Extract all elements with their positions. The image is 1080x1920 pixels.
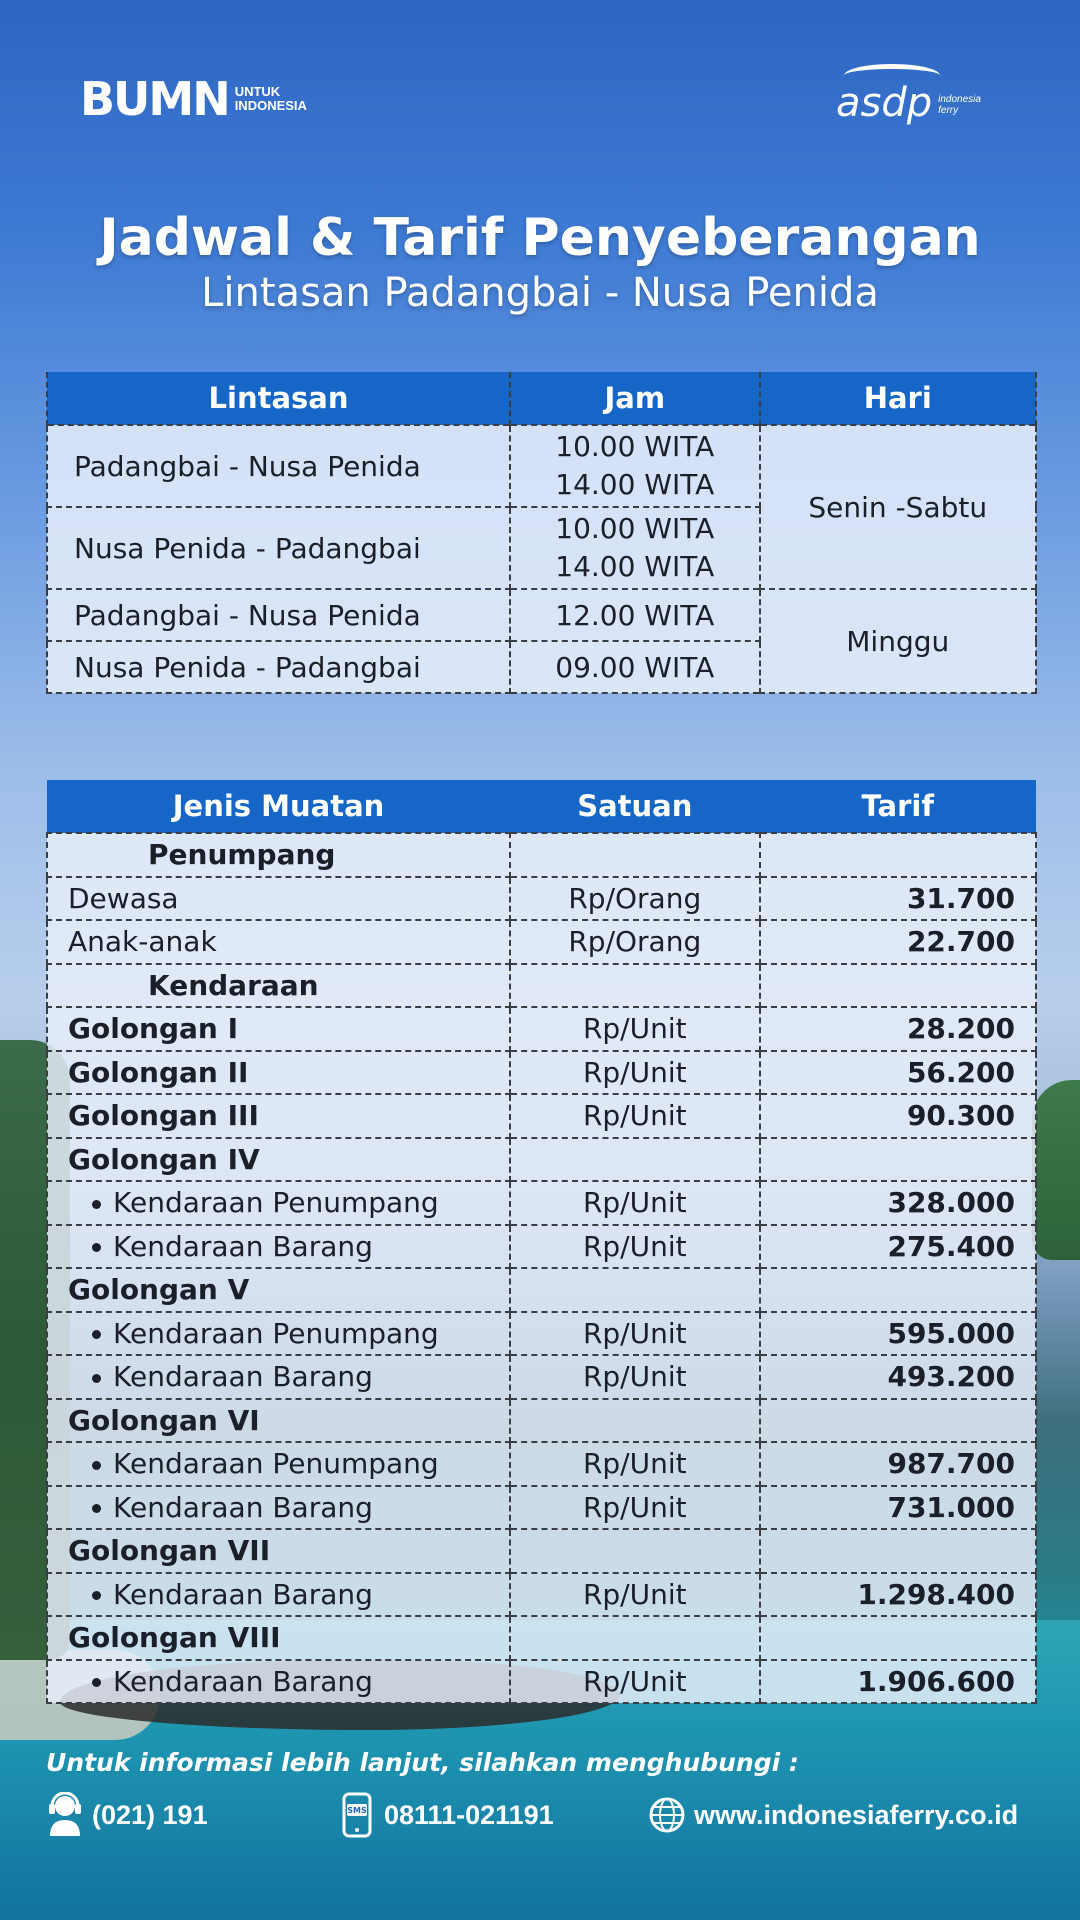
tariff-type-label: Golongan VII	[68, 1534, 271, 1568]
schedule-row	[47, 589, 1036, 641]
tariff-unit	[510, 1138, 759, 1182]
page-title: Jadwal & Tarif Penyeberangan	[99, 208, 981, 268]
tariff-row	[47, 964, 1036, 1008]
tariff-unit	[510, 1529, 759, 1573]
tariff-unit: Rp/Unit	[510, 1660, 759, 1704]
tariff-row	[47, 1355, 1036, 1399]
tariff-row	[47, 1181, 1036, 1225]
bumn-logo-text: BUMN	[80, 72, 229, 126]
asdp-sub-1: indonesia	[938, 94, 981, 105]
sms-number[interactable]: 08111-021191	[384, 1799, 554, 1830]
asdp-sub-2: ferry	[938, 105, 959, 116]
tariff-row	[47, 1442, 1036, 1486]
tariff-type	[47, 877, 510, 921]
tariff-row	[47, 1138, 1036, 1182]
tariff-price	[760, 833, 1037, 877]
tariff-row	[47, 1268, 1036, 1312]
contact-website	[648, 1792, 1018, 1838]
schedule-time: 14.00 WITA	[555, 468, 715, 501]
tariff-type-label: Kendaraan Barang	[113, 1664, 373, 1698]
bullet-icon	[92, 1243, 101, 1252]
schedule-route: Padangbai - Nusa Penida	[47, 589, 510, 641]
tariff-header-unit: Satuan	[510, 780, 759, 833]
tariff-type	[47, 1007, 510, 1051]
bullet-icon	[92, 1504, 101, 1513]
asdp-logo-subtext	[938, 94, 981, 116]
contact-sms	[338, 1792, 554, 1838]
tariff-price: 31.700	[760, 877, 1037, 921]
tariff-unit: Rp/Orang	[510, 920, 759, 964]
tariff-header-type: Jenis Muatan	[47, 780, 510, 833]
tariff-type	[47, 1486, 510, 1530]
bullet-icon	[92, 1591, 101, 1600]
schedule-time: 10.00 WITA	[555, 430, 715, 463]
tariff-row	[47, 1225, 1036, 1269]
tariff-type	[47, 1355, 510, 1399]
tariff-row	[47, 920, 1036, 964]
tariff-type	[47, 1094, 510, 1138]
tariff-type	[47, 1529, 510, 1573]
tariff-type	[47, 920, 510, 964]
tariff-type-label: Kendaraan	[148, 968, 319, 1002]
bullet-icon	[92, 1200, 101, 1209]
tariff-price: 731.000	[760, 1486, 1037, 1530]
tariff-row	[47, 1399, 1036, 1443]
tariff-row	[47, 1312, 1036, 1356]
tariff-price	[760, 1268, 1037, 1312]
tariff-price: 56.200	[760, 1051, 1037, 1095]
schedule-route: Padangbai - Nusa Penida	[47, 425, 510, 507]
tariff-row	[47, 1573, 1036, 1617]
tariff-row	[47, 1660, 1036, 1704]
tariff-price	[760, 1399, 1037, 1443]
sms-icon-label: SMS	[347, 1806, 367, 1815]
tariff-row	[47, 877, 1036, 921]
schedule-header-route: Lintasan	[47, 372, 510, 425]
schedule-day: Minggu	[760, 589, 1036, 693]
contact-heading: Untuk informasi lebih lanjut, silahkan menghubungi :	[46, 1748, 799, 1777]
tariff-price: 28.200	[760, 1007, 1037, 1051]
tariff-type	[47, 1442, 510, 1486]
tariff-type	[47, 1312, 510, 1356]
schedule-header-row	[47, 372, 1036, 425]
tariff-type-label: Kendaraan Barang	[113, 1490, 373, 1524]
tariff-price	[760, 1138, 1037, 1182]
tariff-type-label: Kendaraan Barang	[113, 1577, 373, 1611]
schedule-route: Nusa Penida - Padangbai	[47, 641, 510, 693]
asdp-logo	[836, 64, 981, 126]
schedule-header-time: Jam	[510, 372, 759, 425]
asdp-swoosh	[844, 64, 940, 87]
website-link[interactable]: www.indonesiaferry.co.id	[694, 1799, 1019, 1830]
bullet-icon	[92, 1330, 101, 1339]
tariff-type-label: Golongan II	[68, 1055, 249, 1089]
headset-icon	[46, 1792, 84, 1838]
tariff-unit	[510, 964, 759, 1008]
page-subtitle: Lintasan Padangbai - Nusa Penida	[201, 270, 879, 316]
island-right	[1032, 1080, 1080, 1260]
tariff-price: 22.700	[760, 920, 1037, 964]
bullet-icon	[92, 1374, 101, 1383]
tariff-type	[47, 1181, 510, 1225]
tariff-row	[47, 1486, 1036, 1530]
tariff-price: 328.000	[760, 1181, 1037, 1225]
tariff-price	[760, 964, 1037, 1008]
bumn-logo	[80, 72, 307, 126]
tariff-unit: Rp/Unit	[510, 1312, 759, 1356]
sms-phone-icon	[338, 1792, 376, 1838]
tariff-price	[760, 1616, 1037, 1660]
schedule-header-day: Hari	[760, 372, 1036, 425]
tariff-type	[47, 833, 510, 877]
tariff-header-row	[47, 780, 1036, 833]
tariff-type-label: Kendaraan Penumpang	[113, 1186, 439, 1220]
tariff-type-label: Golongan VIII	[68, 1621, 281, 1655]
tariff-type-label: Anak-anak	[68, 925, 217, 959]
tariff-type-label: Golongan V	[68, 1273, 250, 1307]
schedule-time: 14.00 WITA	[555, 550, 715, 583]
bumn-logo-subtext	[235, 85, 307, 113]
tariff-row	[47, 1094, 1036, 1138]
bullet-icon	[92, 1461, 101, 1470]
tariff-type-label: Golongan VI	[68, 1403, 260, 1437]
tariff-unit: Rp/Unit	[510, 1007, 759, 1051]
tariff-type	[47, 1268, 510, 1312]
tariff-header-price: Tarif	[760, 780, 1037, 833]
tariff-type-label: Golongan III	[68, 1099, 259, 1133]
schedule-time: 12.00 WITA	[510, 589, 759, 641]
tariff-type-label: Kendaraan Penumpang	[113, 1447, 439, 1481]
tariff-body	[47, 833, 1036, 1703]
tariff-type-label: Kendaraan Barang	[113, 1229, 373, 1263]
tariff-type	[47, 1660, 510, 1704]
tariff-unit: Rp/Unit	[510, 1442, 759, 1486]
tariff-row	[47, 1529, 1036, 1573]
tariff-unit: Rp/Unit	[510, 1181, 759, 1225]
tariff-unit	[510, 1616, 759, 1660]
tariff-type-label: Penumpang	[148, 838, 336, 872]
tariff-type-label: Golongan I	[68, 1012, 239, 1046]
tariff-unit: Rp/Unit	[510, 1225, 759, 1269]
tariff-unit: Rp/Unit	[510, 1094, 759, 1138]
schedule-row	[47, 425, 1036, 507]
schedule-times	[510, 507, 759, 589]
tariff-unit	[510, 1268, 759, 1312]
tariff-type-label: Kendaraan Barang	[113, 1360, 373, 1394]
tariff-price: 1.906.600	[760, 1660, 1037, 1704]
tariff-unit	[510, 833, 759, 877]
bullet-icon	[92, 1678, 101, 1687]
tariff-type	[47, 1225, 510, 1269]
tariff-type	[47, 1051, 510, 1095]
contact-phone	[46, 1792, 208, 1838]
tariff-row	[47, 833, 1036, 877]
schedule-table	[46, 372, 1037, 694]
tariff-type	[47, 1399, 510, 1443]
tariff-price: 987.700	[760, 1442, 1037, 1486]
bumn-sub-1: UNTUK	[234, 84, 281, 99]
tariff-price: 595.000	[760, 1312, 1037, 1356]
tariff-price: 1.298.400	[760, 1573, 1037, 1617]
tariff-unit: Rp/Unit	[510, 1486, 759, 1530]
tariff-type-label: Dewasa	[68, 881, 179, 915]
tariff-unit	[510, 1399, 759, 1443]
schedule-route: Nusa Penida - Padangbai	[47, 507, 510, 589]
tariff-unit: Rp/Unit	[510, 1573, 759, 1617]
tariff-type	[47, 1573, 510, 1617]
tariff-unit: Rp/Orang	[510, 877, 759, 921]
tariff-unit: Rp/Unit	[510, 1051, 759, 1095]
schedule-time: 09.00 WITA	[510, 641, 759, 693]
tariff-type	[47, 964, 510, 1008]
tariff-price: 275.400	[760, 1225, 1037, 1269]
tariff-row	[47, 1616, 1036, 1660]
tariff-price	[760, 1529, 1037, 1573]
tariff-type	[47, 1138, 510, 1182]
tariff-unit: Rp/Unit	[510, 1355, 759, 1399]
tariff-type-label: Golongan IV	[68, 1142, 260, 1176]
globe-icon	[648, 1792, 686, 1838]
tariff-type	[47, 1616, 510, 1660]
tariff-table	[46, 780, 1037, 1704]
bumn-sub-2: INDONESIA	[234, 98, 307, 113]
phone-number[interactable]: (021) 191	[92, 1799, 208, 1830]
asdp-logo-text: asdp	[836, 80, 933, 126]
tariff-row	[47, 1051, 1036, 1095]
schedule-day: Senin -Sabtu	[760, 425, 1036, 589]
tariff-price: 90.300	[760, 1094, 1037, 1138]
tariff-type-label: Kendaraan Penumpang	[113, 1316, 439, 1350]
tariff-row	[47, 1007, 1036, 1051]
schedule-time: 10.00 WITA	[555, 512, 715, 545]
schedule-times	[510, 425, 759, 507]
tariff-price: 493.200	[760, 1355, 1037, 1399]
